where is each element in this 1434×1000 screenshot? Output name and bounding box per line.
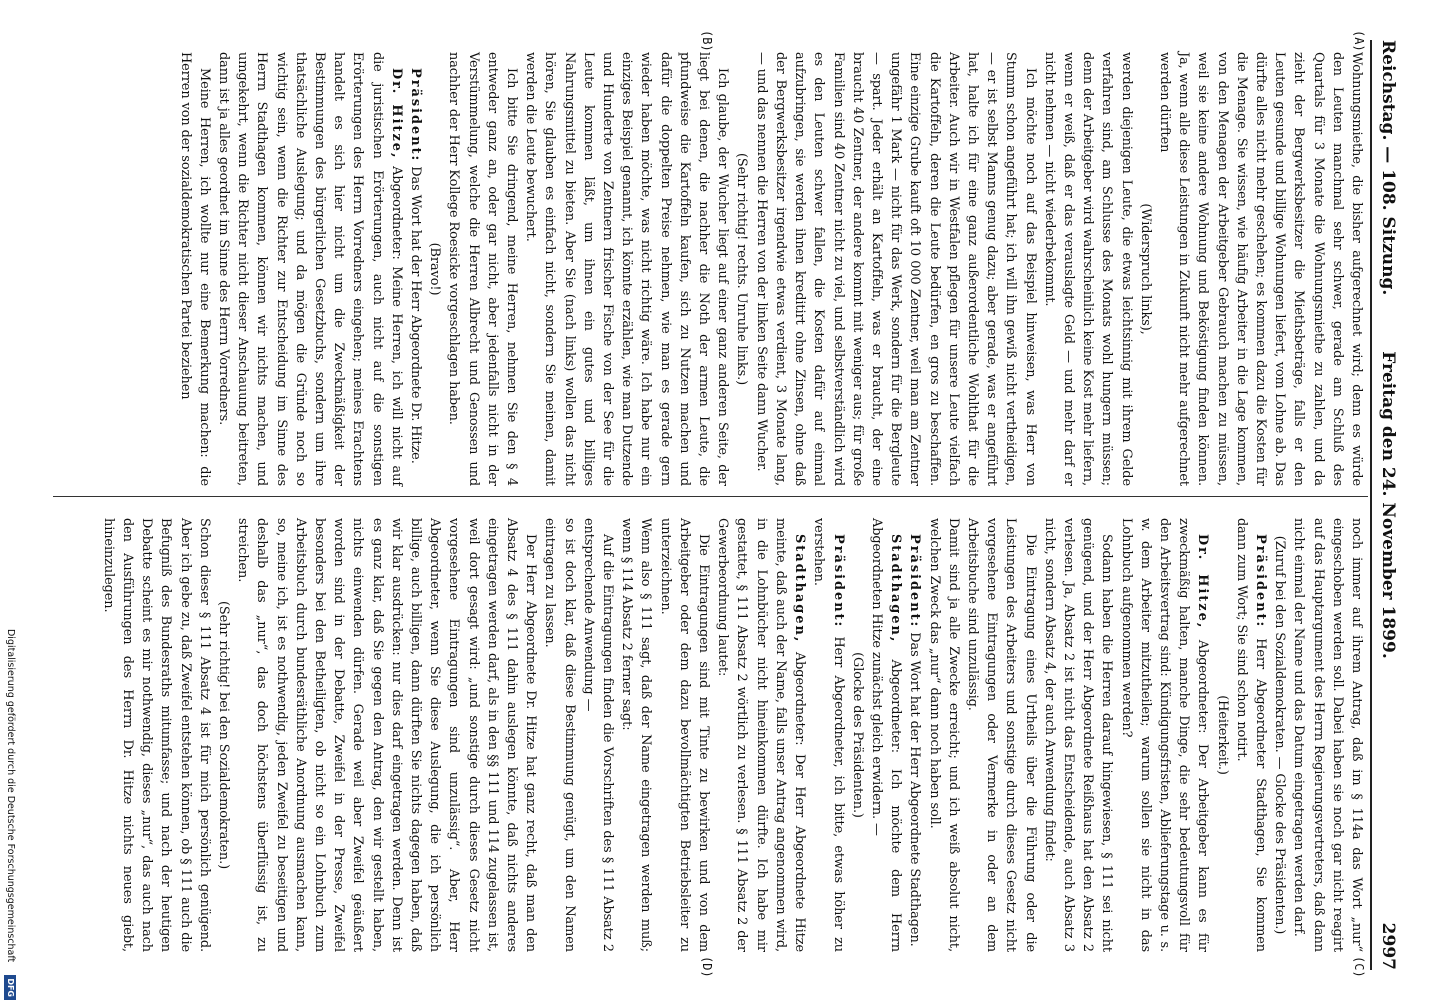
body-paragraph: Der Herr Abgeordnete Dr. Hitze hat ganz recht, daß man den Absatz 4 des § 111 dahin auslegen könnte, daß nichts anderes eingetragen werden darf, als in den §§ 111 und 114 zugelassen ist, weil dort gesagt wird: „und sonstige durch dieses Gesetz nicht vorgesehene Eintragungen sind unzulässig“. Aber, Herr Abgeordneter, wenn Sie diese Auslegung, die ich persönlich billige, auch billigen, dann dürften Sie nichts dagegen haben, daß wir klar ausdrücken: nur dies darf eingetragen werden. Denn ist es ganz klar, daß Sie gegen den Antrag, den wir gestellt haben, nichts einwenden dürfen. Gerade weil aber Zweifel geäußert worden sind in der Debatte, Zweifel in der Presse, Zweifel besonders bei den Betheiligten, ob nicht so ein Lohnbuch zum Arbeitsbuch durch bundesräthliche Anordnung ausmachen kann, so, meine ich, ist es nothwendig, jeden Zweifel zu beseitigen und deshalb das „nur“, das doch höchstens überflüssig ist, zu streichen. xyxy=(235,518,539,952)
body-paragraph: werden diejenigen Leute, die etwas leichtsinnig mit ihrem Gelde verfahren sind, am Schlusse des Monats wohl hungern müssen; denn der Arbeitgeber wird wahrscheinlich keine Kost mehr liefern, wenn er weiß, daß er das verauslagte Geld — und mehr darf er nicht nehmen — nicht wiederbekommt. xyxy=(1041,52,1134,486)
body-paragraph: noch immer auf ihrem Antrag, daß im § 114a das Wort „nur“ eingeschoben werden soll. Dabei haben sie noch gar nicht reagirt auf das Hauptargument des Herrn Regierungsvertreters, daß dann nicht einmal der Name und das Datum eingetragen werden darf. xyxy=(1291,518,1364,952)
president-remark xyxy=(1232,518,1270,952)
margin-marker-d: (D) xyxy=(700,956,714,978)
column-divider xyxy=(53,496,1368,497)
interjection: (Heiterkeit.) xyxy=(1214,695,1230,775)
interjection: (Glocke des Präsidenten.) xyxy=(849,652,865,818)
header-rule xyxy=(1370,40,1372,970)
margin-marker-c: (C) xyxy=(1352,956,1366,978)
margin-marker-b: (B) xyxy=(700,30,714,52)
page-footer xyxy=(2,0,16,1000)
interjection: (Bravo!) xyxy=(427,242,443,296)
body-paragraph: Ich glaube, der Wucher liegt auf einer ganz anderen Seite, der liegt bei denen, die nachher die Noth der armen Leute, die pfundweise die Kartoffeln kaufen, sich zu Nutzen machen und dafür die doppelten Preise nehmen, wie man es gerade gern wieder haben möchte, was nicht richtig wäre. Ich habe nur ein einziges Beispiel genannt, ich könnte erzählen, wie man Dutzende und Hunderte von Zentnern frischer Fische von der See für die Leute kommen läßt, um ihnen ein gutes und billiges Nahrungsmittel zu bieten. Aber Sie (nach links) wollen das nicht hören, Sie glauben es einfach nicht, sondern Sie meinen, damit werden die Leute bewuchert. xyxy=(523,52,731,486)
right-column xyxy=(99,518,1366,952)
page-header xyxy=(1374,40,1398,970)
body-paragraph: Damit sind ja alle Zwecke erreicht; und ich weiß absolut nicht, welchen Zweck das „nur“ dann noch haben soll. xyxy=(926,518,961,952)
speech-text: Das Wort hat der Herr Abgeordnete Dr. Hitze. xyxy=(408,166,424,464)
body-paragraph: Meine Herren, ich wollte nur eine Bemerkung machen: die Herren von der sozialdemokratischen Partei beziehen xyxy=(177,52,212,486)
speaker-name: Präsident: xyxy=(830,534,846,629)
dfg-logo: DFG xyxy=(4,975,16,1000)
speech-text: Das Wort hat der Herr Abgeordnete Stadthagen. xyxy=(907,632,923,947)
speech-text: Abgeordneter: Meine Herren, ich will nicht auf die juristischen Erörterungen, auch nicht auf die sonstigen Erörterungen des Herrn Vorredners eingehen; meines Erachtens handelt es sich hier nicht um die Zweckmäßigkeit der Bestimmungen des bürgerlichen Gesetzbuchs, sondern um ihre thatsächliche Auslegung; und da mögen die Gründe noch so wichtig sein, wenn die Richter zur Entscheidung im Sinne des Herrn Stadthagen kommen, können wir nichts machen, und umgekehrt, wenn die Richter nicht dieser Anschauung beitreten, dann ist ja alles geordnet im Sinne des Herrn Vorredners. xyxy=(216,52,404,486)
interjection: (Sehr richtig! rechts. Unruhe links.) xyxy=(734,152,750,386)
body-paragraph: Schon dieser § 111 Absatz 4 ist für mich persönlich genügend. Aber ich gebe zu, daß Zweifel entstehen können, ob § 111 auch die Befugniß des Bundesraths mitumfasse; und nach der heutigen Debatte scheint es mir nothwendig, dieses „nur“, das auch nach den Ausführungen des Herrn Dr. Hitze nichts neues giebt, hineinzulegen. xyxy=(100,518,212,952)
speaker-paragraph xyxy=(867,518,905,952)
body-paragraph: Sodann haben die Herren darauf hingewiesen, § 111 sei nicht genügend, und der Herr Abgeordnete Reißhaus hat den Absatz 2 verlesen. Ja, Absatz 2 ist nicht das Entscheidende, auch Absatz 3 nicht, sondern Absatz 4, der auch Anwendung findet: xyxy=(1041,518,1115,952)
speaker-paragraph xyxy=(1116,518,1212,952)
president-remark xyxy=(809,518,847,952)
president-remark xyxy=(406,52,425,486)
body-paragraph: so ist doch klar, daß diese Bestimmung genügt, um den Namen eintragen zu lassen. xyxy=(542,518,577,952)
speech-text: Abgeordneter: Ich möchte dem Herrn Abgeordneten Hitze zunächst gleich erwidern. — xyxy=(868,518,904,952)
speaker-name: Präsident: xyxy=(1252,534,1268,629)
speaker-name: Stadthagen, xyxy=(792,534,808,644)
speaker-name: Dr. Hitze, xyxy=(1195,534,1211,630)
header-left: Reichstag. — 108. Sitzung. xyxy=(1378,40,1398,296)
margin-marker-a: (A) xyxy=(1352,30,1366,52)
interjection: (Widerspruch links), xyxy=(1137,203,1153,335)
body-paragraph: Ich bitte Sie dringend, meine Herren, nehmen Sie den § 4 entweder ganz an, oder gar nicht, aber jedenfalls nicht in der Verstümmelung, welche die Herren Albrecht und Genossen und nachher der Herr Kollege Roesicke vorgeschlagen haben. xyxy=(446,52,520,486)
left-column xyxy=(175,52,1366,486)
interjection: (Zuruf bei den Sozialdemokraten. — Glocke des Präsidenten.) xyxy=(1272,535,1288,935)
interjection: (Sehr richtig! bei den Sozialdemokraten.) xyxy=(216,600,232,870)
speaker-paragraph xyxy=(713,518,809,952)
body-paragraph: Wenn also § 111 sagt, daß der Name eingetragen werden muß; wenn § 114 Absatz 2 ferner sagt: xyxy=(619,518,654,952)
body-paragraph: Die Eintragungen sind mit Tinte zu bewirken und von dem Arbeitgeber oder dem dazu bevollmächtigten Betriebsleiter zu unterzeichnen. xyxy=(657,518,712,952)
speech-text: Herr Abgeordneter, ich bitte, etwas höher zu verstehen. xyxy=(811,518,846,953)
speech-text: Herr Abgeordneter Stadthagen, Sie kommen dann zum Wort; Sie sind schon notirt. xyxy=(1233,518,1268,953)
header-date: Freitag den 24. November 1899. xyxy=(1378,351,1398,659)
body-paragraph: Die Eintragung eines Urtheils über die Führung oder die Leistungen des Arbeiters und sonstige durch dieses Gesetz nicht vorgesehene Eintragungen oder Vermerke in oder an dem Arbeitsbuche sind unzulässig. xyxy=(964,518,1038,952)
body-paragraph: Wohnungsmiethe, die bisher aufgerechnet wird; denn es würde den Leuten manchmal sehr schwer, gerade am Schluß des Quartals für 3 Monate die Wohnungsmiethe zu zahlen, und da zieht der Bergwerksbesitzer die Miethsbeträge, falls er den Leuten gesunde und billige Wohnungen liefert, vom Lohne ab. Das dürfte alles nicht mehr geschehen; es kommen dazu die Kosten für die Menage. Sie wissen, wie häufig Arbeiter in die Lage kommen, von den Menagen der Arbeitgeber Gebrauch machen zu müssen, weil sie keine andere Wohnung und Beköstigung finden können. Ja, wenn alle diese Leistungen in Zukunft nicht mehr aufgerechnet werden dürften xyxy=(1156,52,1364,486)
body-paragraph: Auf die Eintragungen finden die Vorschriften des § 111 Absatz 2 entsprechende Anwendung — xyxy=(580,518,616,952)
speaker-name: Präsident: xyxy=(408,68,424,163)
speaker-name: Stadthagen, xyxy=(888,534,904,644)
speaker-name: Dr. Hitze, xyxy=(388,68,404,160)
president-remark xyxy=(905,518,924,952)
page-number: 2997 xyxy=(1378,922,1398,970)
speaker-name: Präsident: xyxy=(907,534,923,629)
speaker-paragraph xyxy=(214,52,406,486)
speech-text: Abgeordneter: Der Arbeitgeber kann es für zweckmäßig halten, manche Dinge, die sehr bedeutungsvoll für den Arbeitsvertrag sind: Kündigungsfristen, Ablieferungstage u. s. w. dem Arbeiter mitzutheilen; warum sollen sie nicht in das Lohnbuch aufgenommen werden? xyxy=(1118,518,1211,952)
speech-text: Abgeordneter: Der Herr Abgeordnete Hitze meinte, daß auch der Name, falls unser Antrag angenommen wird, in die Lohnbücher nicht hineinkommen dürfte. Ich habe mir gestattet, § 111 Absatz 2 wörtlich zu verlesen. § 111 Absatz 2 der Gewerbeordnung lautet: xyxy=(715,518,808,952)
body-paragraph: Ich möchte noch auf das Beispiel hinweisen, was Herr von Stumm schon angeführt hat; ich will ihn gewiß nicht vertheidigen, — er ist selbst Manns genug dazu; aber gerade, was er angeführt hat, halte ich für eine ganz außerordentliche Wohlthat für die Arbeiter. Auch wir in Westfalen pflegen für unsere Leute vielfach die Kartoffeln, deren die Leute bedürfen, en gros zu beschaffen. Eine einzige Grube kauft oft 10 000 Zentner, weil man am Zentner ungefähr 1 Mark — nicht für das Werk, sondern für die Bergleute — spart. Jeder erhält an Kartoffeln, was er braucht, der eine braucht 40 Zentner, der andere kommt mit weniger aus; für große Familien sind 40 Zentner nicht zu viel, und selbstverständlich wird es den Leuten schwer fallen, die Kosten dafür auf einmal aufzubringen, sie werden ihnen kreditirt ohne Zinsen, ohne daß der Bergwerksbesitzer irgendwie etwas verdient, 3 Monate lang, — und das nennen die Herren von der linken Seite dann Wucher. xyxy=(753,52,1038,486)
footer-text: Digitalisierung gefördert durch die Deutsche Forschungsgemeinschaft xyxy=(5,628,16,963)
